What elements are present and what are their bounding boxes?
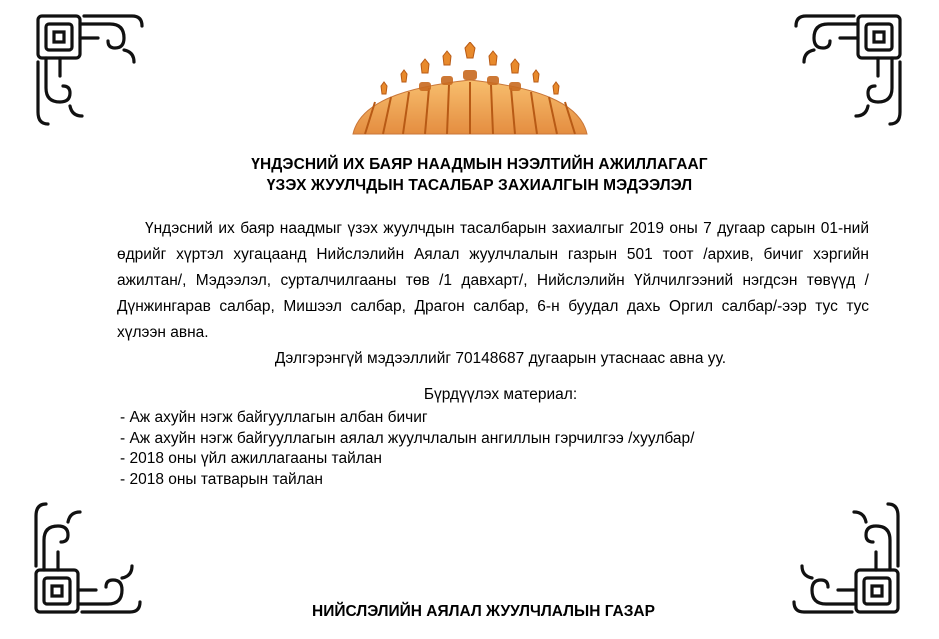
corner-ornament-top-left <box>30 10 145 130</box>
page-title-line-2: ҮЗЭХ ЖУУЛЧДЫН ТАСАЛБАР ЗАХИАЛГЫН МЭДЭЭЛЭЛ <box>266 177 693 194</box>
list-item: - Аж ахуйн нэгж байгууллагын албан бичиг <box>120 409 428 426</box>
nine-banners-emblem <box>345 42 595 142</box>
materials-heading: Бүрдүүлэх материал: <box>423 386 578 403</box>
corner-ornament-top-right <box>793 10 908 130</box>
page-title-line-1: ҮНДЭСНИЙ ИХ БАЯР НААДМЫН НЭЭЛТИЙН АЖИЛЛАГААГ <box>251 156 708 173</box>
list-item: - 2018 оны үйл ажиллагааны тайлан <box>120 450 382 467</box>
footer-organization: НИЙСЛЭЛИЙН АЯЛАЛ ЖУУЛЧЛАЛЫН ГАЗАР <box>312 603 655 620</box>
announcement-paragraph: Үндэсний их баяр наадмыг үзэх жуулчдын тасалбарын захиалгыг 2019 оны 7 дугаар сарын 01-ний өдрийг хүртэл хугацаанд Нийслэлийн Аялал жуулчлалын газрын 501 тоот /архив, бичиг хэргийн ажилтан/, Мэдээлэл, сурталчилгааны төв /1 давхарт/, Нийслэлийн Үйлчилгээний нэгдсэн төвүүд /Дүнжингарав салбар, Мишээл салбар, Драгон салбар, 6-н буудал дахь Оргил салбар/-ээр тус тус хүлээн авна. <box>117 220 869 341</box>
materials-list <box>120 408 694 490</box>
corner-ornament-bottom-right <box>791 498 906 618</box>
list-item: - Аж ахуйн нэгж байгууллагын аялал жуулчлалын ангиллын гэрчилгээ /хуулбар/ <box>120 429 695 447</box>
contact-info: Дэлгэрэнгүй мэдээллийг 70148687 дугаарын утаснаас авна уу. <box>274 350 727 367</box>
banner-tassels <box>353 80 587 134</box>
corner-ornament-bottom-left <box>28 498 143 618</box>
list-item: - 2018 оны татварын тайлан <box>120 470 323 488</box>
